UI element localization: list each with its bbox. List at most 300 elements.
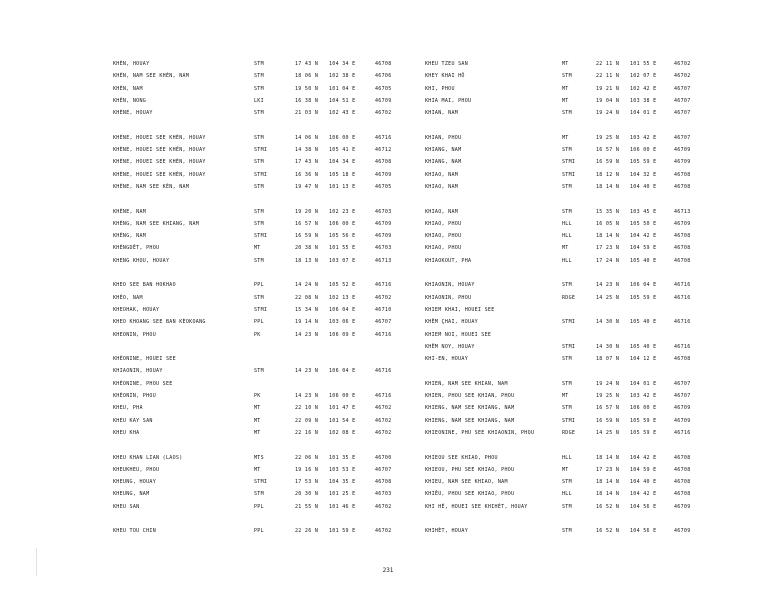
feature-class: RDGE <box>562 294 576 301</box>
gazetteer-entry <box>425 156 776 168</box>
feature-class: STM <box>562 147 572 154</box>
gazetteer-entry <box>425 353 776 365</box>
longitude: 102 38 E <box>329 73 356 80</box>
gazetteer-entry <box>425 427 776 439</box>
map-reference: 46709 <box>674 405 691 412</box>
place-name: KHIAONIN, HOUAY <box>113 368 163 375</box>
place-name: KHI HÉ, HOUEI SEE KHIHÈT, HOUAY <box>425 503 528 510</box>
feature-class: STM <box>562 110 572 117</box>
place-name: KHIENG, NAM SEE KHIANG, NAM <box>425 417 515 424</box>
place-name: KHEU TZEU SAN <box>425 61 469 67</box>
map-reference: 46713 <box>674 208 691 215</box>
gazetteer-entry <box>113 427 473 439</box>
gazetteer-entry <box>113 107 473 119</box>
gazetteer-entry <box>113 476 473 488</box>
longitude: 106 00 E <box>329 220 356 227</box>
longitude: 104 40 E <box>630 183 657 190</box>
longitude: 104 51 E <box>329 97 356 104</box>
map-reference: 46708 <box>674 233 691 240</box>
latitude: 15 35 N <box>596 208 620 215</box>
gazetteer-entry <box>113 415 473 427</box>
gazetteer-entry <box>113 144 473 156</box>
latitude: 14 06 N <box>295 134 319 141</box>
longitude: 104 01 E <box>630 380 657 387</box>
gazetteer-entry <box>113 95 473 107</box>
longitude: 104 35 E <box>329 479 356 486</box>
map-reference: 46700 <box>375 454 392 461</box>
map-reference: 46702 <box>375 503 392 510</box>
place-name: KHIAO, NAM <box>425 208 459 215</box>
gazetteer-entry <box>113 132 473 144</box>
gazetteer-entry <box>425 304 776 316</box>
feature-class: MT <box>562 245 569 252</box>
feature-class: MT <box>254 405 261 412</box>
place-name: KHÈNE, HOUEI SEE KHÈN, HOUAY <box>113 159 206 166</box>
gazetteer-entry <box>113 181 473 193</box>
place-name: KHEO SEE BAN HOKHAO <box>113 282 176 289</box>
place-name: KHÈONINE, PHOU SEE <box>113 380 173 387</box>
latitude: 18 14 N <box>596 183 620 190</box>
latitude: 16 57 N <box>295 220 319 227</box>
map-reference: 46708 <box>674 245 691 252</box>
longitude: 104 59 E <box>630 245 657 252</box>
latitude: 20 38 N <box>295 245 319 252</box>
longitude: 101 04 E <box>329 85 356 92</box>
place-name: KHI-EN, HOUAY <box>425 356 469 363</box>
feature-class: HLL <box>562 257 572 264</box>
latitude: 16 05 N <box>596 220 620 227</box>
feature-class: STM <box>254 73 264 80</box>
place-name: KHEU KHAN LIAN (LAOS) <box>113 454 183 461</box>
feature-class: PPL <box>254 503 264 510</box>
entry-gap <box>113 341 473 353</box>
feature-class: STM <box>254 61 264 67</box>
map-reference: 46709 <box>674 528 691 535</box>
longitude: 101 13 E <box>329 183 356 190</box>
feature-class: STM <box>562 73 572 80</box>
gazetteer-entry <box>113 304 473 316</box>
place-name: KHEU TOU CHIN <box>113 528 157 535</box>
latitude: 15 34 N <box>295 306 319 313</box>
longitude: 103 45 E <box>630 208 657 215</box>
longitude: 104 34 E <box>329 61 356 67</box>
feature-class: MT <box>254 417 261 424</box>
longitude: 101 59 E <box>329 528 356 535</box>
feature-class: STM <box>562 405 572 412</box>
map-reference: 46716 <box>375 368 392 375</box>
longitude: 102 43 E <box>329 110 356 117</box>
place-name: KHIAO, PHOU <box>425 245 462 252</box>
map-reference: 46716 <box>375 393 392 400</box>
map-reference: 46706 <box>375 73 392 80</box>
place-name: KHÈO, NAM <box>113 294 143 301</box>
map-reference: 46709 <box>375 171 392 178</box>
entry-gap <box>113 119 473 131</box>
feature-class: PPL <box>254 282 264 289</box>
right-column <box>425 58 776 538</box>
map-reference: 46709 <box>674 503 691 510</box>
map-reference: 46710 <box>375 306 392 313</box>
place-name: KHEUNG, HOUAY <box>113 479 157 486</box>
gazetteer-entry <box>113 279 473 291</box>
map-reference: 46702 <box>375 110 392 117</box>
left-column <box>113 58 473 538</box>
gazetteer-entry <box>425 488 776 500</box>
map-reference: 46702 <box>375 528 392 535</box>
latitude: 18 06 N <box>295 73 319 80</box>
gazetteer-entry <box>113 353 473 365</box>
map-reference: 46708 <box>674 466 691 473</box>
longitude: 103 42 E <box>630 134 657 141</box>
feature-class: PPL <box>254 528 264 535</box>
feature-class: STMI <box>254 147 268 154</box>
place-name: KHEU, PHA <box>113 405 143 412</box>
place-name: KHIAO, NAM <box>425 171 459 178</box>
gazetteer-entry <box>113 58 473 70</box>
place-name: KHÈNE, HOUAY <box>113 110 153 117</box>
gazetteer-entry <box>113 378 473 390</box>
place-name: KHIENG, NAM SEE KHIANG, NAM <box>425 405 515 412</box>
map-reference: 46708 <box>674 183 691 190</box>
longitude: 102 23 E <box>329 208 356 215</box>
feature-class: STM <box>562 282 572 289</box>
feature-class: STM <box>254 294 264 301</box>
feature-class: STM <box>254 159 264 166</box>
feature-class: MT <box>562 393 569 400</box>
feature-class: MTS <box>254 454 264 461</box>
gazetteer-entry <box>113 390 473 402</box>
feature-class: HLL <box>562 454 572 461</box>
entry-gap <box>425 267 776 279</box>
feature-class: MT <box>254 429 261 436</box>
map-reference: 46703 <box>375 208 392 215</box>
longitude: 105 59 E <box>630 159 657 166</box>
map-reference: 46703 <box>375 245 392 252</box>
feature-class: STM <box>562 479 572 486</box>
gazetteer-entry <box>113 452 473 464</box>
longitude: 101 46 E <box>329 503 356 510</box>
place-name: KHEU KAY SAN <box>113 417 153 424</box>
gazetteer-entry <box>425 341 776 353</box>
map-reference: 46712 <box>375 147 392 154</box>
gazetteer-entry <box>113 525 473 537</box>
map-reference: 46707 <box>674 97 691 104</box>
map-reference: 46705 <box>375 85 392 92</box>
place-name: KHIEOU, PHU SEE KHIAO, PHOU <box>425 466 515 473</box>
map-reference: 46702 <box>375 417 392 424</box>
longitude: 101 54 E <box>329 417 356 424</box>
longitude: 104 32 E <box>630 171 657 178</box>
map-reference: 46716 <box>674 343 691 350</box>
place-name: KHÈNG, NAM SEE KHIANG, NAM <box>113 220 200 227</box>
latitude: 22 11 N <box>596 61 620 67</box>
place-name: KHÊM ÇHAI, HOUAY <box>425 319 478 326</box>
map-reference: 46708 <box>674 479 691 486</box>
longitude: 103 06 E <box>329 319 356 326</box>
latitude: 17 23 N <box>596 466 620 473</box>
latitude: 19 25 N <box>596 134 620 141</box>
place-name: KHIAONIN, HOUAY <box>425 282 475 289</box>
place-name: KHÈONINE, HOUEI SEE <box>113 356 176 363</box>
gazetteer-entry <box>113 206 473 218</box>
longitude: 106 00 E <box>630 147 657 154</box>
feature-class: STM <box>254 110 264 117</box>
latitude: 19 16 N <box>295 466 319 473</box>
gazetteer-entry <box>425 83 776 95</box>
map-reference: 46709 <box>375 97 392 104</box>
latitude: 14 24 N <box>295 282 319 289</box>
map-reference: 46716 <box>674 319 691 326</box>
place-name: KHEOHAK, HOUAY <box>113 306 160 313</box>
longitude: 106 04 E <box>329 368 356 375</box>
longitude: 104 56 E <box>630 528 657 535</box>
place-name: KHI, PHOU <box>425 85 455 92</box>
entry-gap <box>425 365 776 377</box>
place-name: KHIÊU, PHOU SEE KHIAO, PHOU <box>425 491 515 498</box>
map-reference: 46708 <box>674 491 691 498</box>
longitude: 105 52 E <box>329 282 356 289</box>
feature-class: MT <box>254 245 261 252</box>
feature-class: MT <box>562 97 569 104</box>
entry-gap <box>425 119 776 131</box>
longitude: 104 59 E <box>630 466 657 473</box>
longitude: 106 09 E <box>329 331 356 338</box>
longitude: 102 08 E <box>329 429 356 436</box>
latitude: 22 10 N <box>295 405 319 412</box>
gazetteer-entry <box>113 501 473 513</box>
latitude: 17 23 N <box>596 245 620 252</box>
map-reference: 46709 <box>674 159 691 166</box>
map-reference: 46708 <box>375 61 392 67</box>
place-name: KHEONIN, PHOU <box>113 331 157 338</box>
latitude: 20 30 N <box>295 491 319 498</box>
place-name: KHIEM KHAI, HOUEI SEE <box>425 306 495 313</box>
gazetteer-entry <box>113 255 473 267</box>
gazetteer-entry <box>425 316 776 328</box>
map-reference: 46709 <box>674 220 691 227</box>
entry-gap <box>425 513 776 525</box>
latitude: 18 12 N <box>596 171 620 178</box>
longitude: 105 56 E <box>329 233 356 240</box>
latitude: 14 25 N <box>596 294 620 301</box>
map-reference: 46707 <box>674 110 691 117</box>
place-name: KHÈNE, HOUEI SEE KHÈN, HOUAY <box>113 147 206 154</box>
feature-class: STM <box>254 257 264 264</box>
gazetteer-entry <box>425 279 776 291</box>
map-reference: 46709 <box>375 220 392 227</box>
longitude: 104 56 E <box>630 503 657 510</box>
latitude: 18 14 N <box>596 233 620 240</box>
longitude: 104 42 E <box>630 491 657 498</box>
map-reference: 46702 <box>375 294 392 301</box>
gazetteer-entry <box>425 378 776 390</box>
feature-class: STMI <box>254 233 268 240</box>
place-name: KHÈNE, NAM <box>113 208 147 215</box>
longitude: 104 42 E <box>630 233 657 240</box>
feature-class: STM <box>254 85 264 92</box>
latitude: 16 38 N <box>295 97 319 104</box>
feature-class: MT <box>562 61 569 67</box>
latitude: 16 59 N <box>295 233 319 240</box>
feature-class: STM <box>254 134 264 141</box>
page-number: 231 <box>382 567 394 574</box>
feature-class: STMI <box>562 159 576 166</box>
place-name: KHIEONINE, PHU SEE KHIAONIN, PHOU <box>425 429 535 436</box>
latitude: 16 36 N <box>295 171 319 178</box>
feature-class: MT <box>562 85 569 92</box>
longitude: 106 00 E <box>329 134 356 141</box>
gazetteer-entry <box>113 329 473 341</box>
place-name: KHIHÈT, HOUAY <box>425 528 469 535</box>
gazetteer-entry <box>113 365 473 377</box>
entry-gap <box>425 193 776 205</box>
gazetteer-entry <box>425 70 776 82</box>
place-name: KHIAOKOUT, PHA <box>425 257 472 264</box>
gazetteer-entry <box>425 501 776 513</box>
gazetteer-entry <box>425 206 776 218</box>
gazetteer-entry <box>113 230 473 242</box>
place-name: KHEUNG, NAM <box>113 491 150 498</box>
longitude: 101 55 E <box>630 61 657 67</box>
feature-class: STM <box>254 368 264 375</box>
gazetteer-entry <box>425 452 776 464</box>
place-name: KHÈONIN, PHOU <box>113 393 157 400</box>
longitude: 105 59 E <box>630 417 657 424</box>
gazetteer-entry <box>425 464 776 476</box>
latitude: 18 13 N <box>295 257 319 264</box>
latitude: 16 59 N <box>596 159 620 166</box>
longitude: 105 50 E <box>630 220 657 227</box>
latitude: 14 23 N <box>596 282 620 289</box>
feature-class: HLL <box>562 220 572 227</box>
map-reference: 46705 <box>375 183 392 190</box>
latitude: 22 09 N <box>295 417 319 424</box>
map-reference: 46702 <box>674 61 691 67</box>
latitude: 16 57 N <box>596 147 620 154</box>
map-reference: 46707 <box>375 466 392 473</box>
longitude: 104 40 E <box>630 479 657 486</box>
place-name: KHIEOU SEE KHIAO, PHOU <box>425 454 498 461</box>
longitude: 105 59 E <box>630 294 657 301</box>
gazetteer-entry <box>113 242 473 254</box>
place-name: KHIAN, PHOU <box>425 134 462 141</box>
map-reference: 46708 <box>674 257 691 264</box>
latitude: 19 25 N <box>596 393 620 400</box>
longitude: 105 41 E <box>329 147 356 154</box>
longitude: 105 40 E <box>630 319 657 326</box>
gazetteer-entry <box>113 292 473 304</box>
place-name: KHIAN, NAM <box>425 110 459 117</box>
map-reference: 46708 <box>375 479 392 486</box>
map-reference: 46708 <box>375 159 392 166</box>
longitude: 106 00 E <box>630 405 657 412</box>
longitude: 104 01 E <box>630 110 657 117</box>
feature-class: STMI <box>562 171 576 178</box>
gazetteer-entry <box>425 525 776 537</box>
longitude: 104 34 E <box>329 159 356 166</box>
gazetteer-entry <box>425 402 776 414</box>
longitude: 106 04 E <box>630 282 657 289</box>
feature-class: STMI <box>254 171 268 178</box>
feature-class: HLL <box>562 491 572 498</box>
place-name: KHENG KHOU, HOUAY <box>113 257 170 264</box>
place-name: KHIEM NOI, HOUEI SEE <box>425 331 492 338</box>
gazetteer-entry <box>425 292 776 304</box>
feature-class: STM <box>562 356 572 363</box>
gazetteer-entry <box>425 390 776 402</box>
latitude: 19 21 N <box>596 85 620 92</box>
longitude: 102 13 E <box>329 294 356 301</box>
place-name: KHIAONIN, PHOU <box>425 294 472 301</box>
feature-class: STM <box>562 208 572 215</box>
place-name: KHEO KHOANG SEE BAN KÈOKOANG <box>113 319 206 326</box>
feature-class: LKI <box>254 97 264 104</box>
map-reference: 46716 <box>375 331 392 338</box>
map-reference: 46702 <box>674 73 691 80</box>
entry-gap <box>113 193 473 205</box>
feature-class: STMI <box>562 319 576 326</box>
map-reference: 46707 <box>375 319 392 326</box>
gazetteer-entry <box>113 464 473 476</box>
place-name: KHÈN, NAM SEE KHÈN, NAM <box>113 73 190 80</box>
map-reference: 46713 <box>375 257 392 264</box>
gazetteer-entry <box>425 329 776 341</box>
latitude: 17 43 N <box>295 61 319 67</box>
gazetteer-entry <box>113 402 473 414</box>
longitude: 104 42 E <box>630 454 657 461</box>
latitude: 19 20 N <box>295 208 319 215</box>
longitude: 105 18 E <box>329 171 356 178</box>
place-name: KHÊM NOY, HOUAY <box>425 343 475 350</box>
map-reference: 46716 <box>375 282 392 289</box>
latitude: 19 24 N <box>596 380 620 387</box>
gazetteer-entry <box>113 83 473 95</box>
map-reference: 46709 <box>674 147 691 154</box>
longitude: 101 55 E <box>329 245 356 252</box>
gazetteer-entry <box>425 218 776 230</box>
longitude: 105 59 E <box>630 429 657 436</box>
latitude: 16 52 N <box>596 503 620 510</box>
place-name: KHÈN, NAM <box>113 85 143 92</box>
gazetteer-entry <box>425 255 776 267</box>
place-name: KHÈNE, HOUEI SEE KHÈN, HOUAY <box>113 134 206 141</box>
feature-class: STMI <box>562 343 576 350</box>
map-reference: 46716 <box>674 429 691 436</box>
feature-class: PK <box>254 393 261 400</box>
entry-gap <box>113 513 473 525</box>
place-name: KHEU KHA <box>113 429 140 436</box>
map-reference: 46708 <box>674 356 691 363</box>
map-reference: 46716 <box>674 282 691 289</box>
map-reference: 46708 <box>674 171 691 178</box>
gazetteer-entry <box>425 144 776 156</box>
place-name: KHÈNE, HOUEI SEE KHÈN, HOUAY <box>113 171 206 178</box>
longitude: 105 40 E <box>630 343 657 350</box>
latitude: 18 14 N <box>596 454 620 461</box>
gazetteer-entry <box>113 488 473 500</box>
longitude: 101 25 E <box>329 491 356 498</box>
feature-class: HLL <box>562 233 572 240</box>
gazetteer-entry <box>425 476 776 488</box>
place-name: KHIA MAI, PHOU <box>425 97 472 104</box>
feature-class: STMI <box>254 479 268 486</box>
longitude: 103 53 E <box>329 466 356 473</box>
feature-class: STMI <box>254 306 268 313</box>
latitude: 16 52 N <box>596 528 620 535</box>
longitude: 106 00 E <box>329 393 356 400</box>
latitude: 14 25 N <box>596 429 620 436</box>
place-name: KHÈNG, NAM <box>113 233 147 240</box>
